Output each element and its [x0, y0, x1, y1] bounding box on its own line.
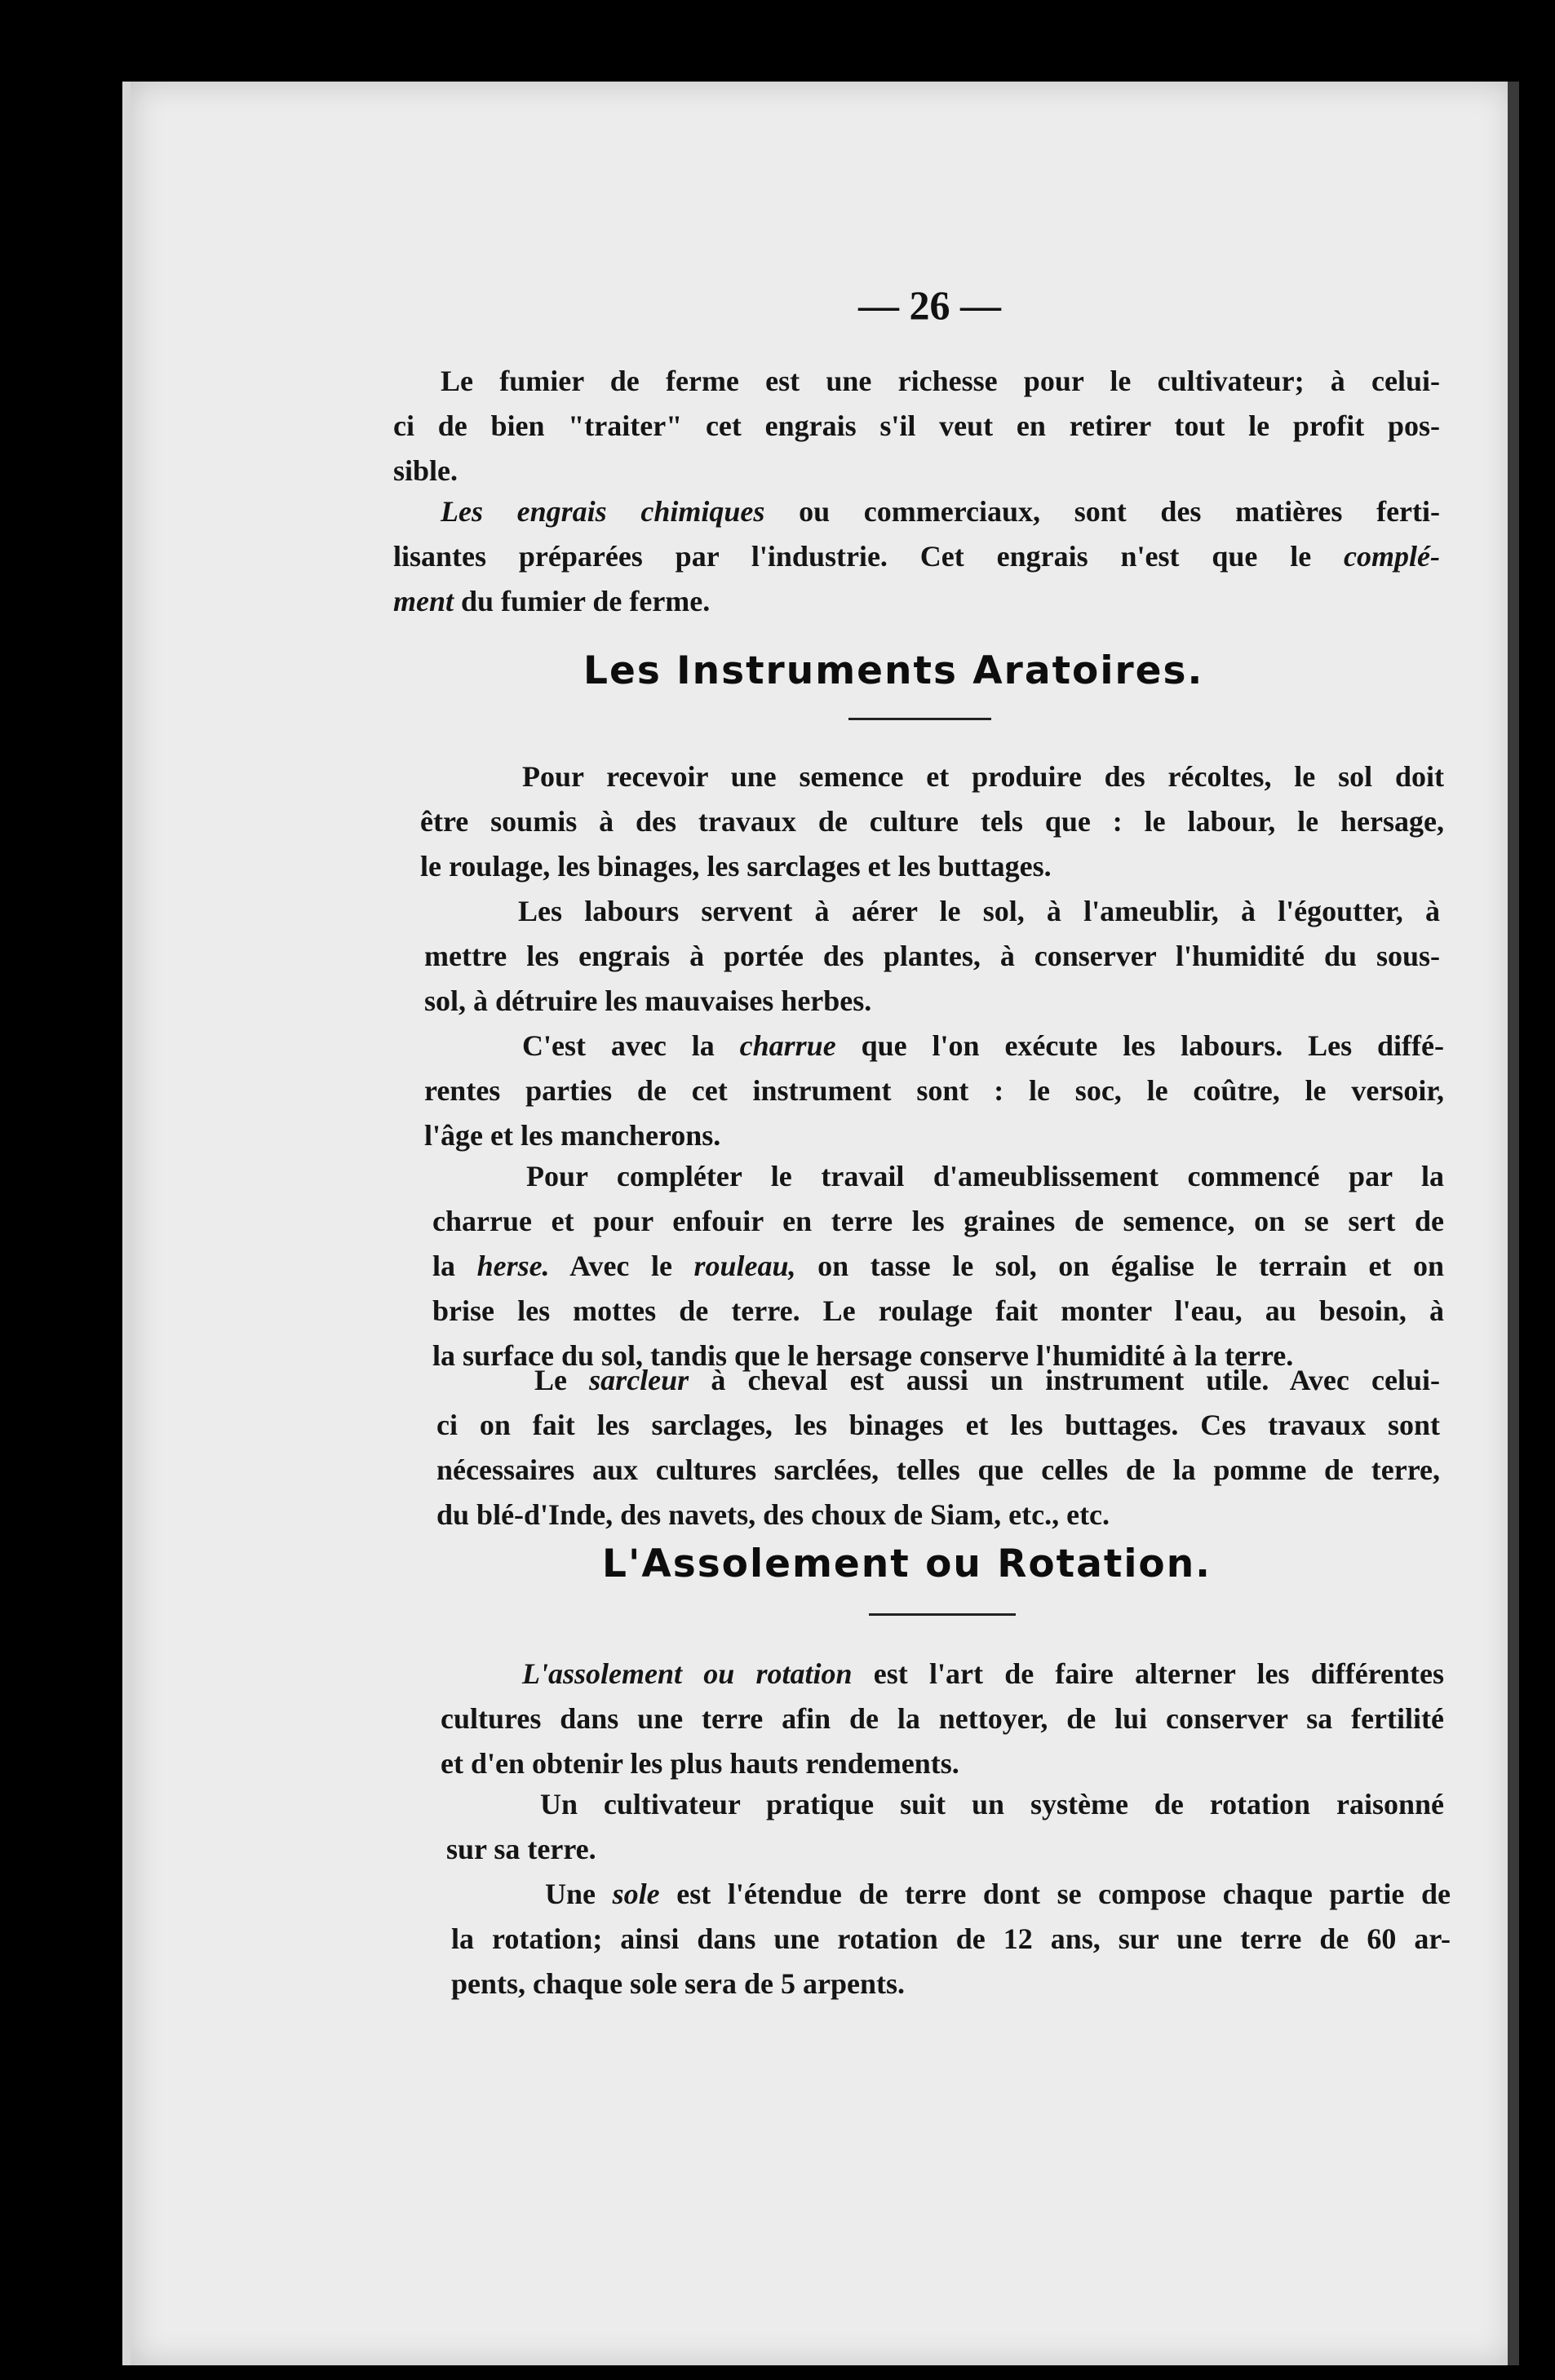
text-segment: ou commerciaux, sont des matières ferti-	[764, 495, 1441, 528]
heading-rule	[848, 718, 991, 720]
italic-term: charrue	[739, 1029, 836, 1062]
text-line: ci de bien "traiter" cet engrais s'il veut en retirer tout le profit pos-	[393, 409, 1440, 442]
text-line: et d'en obtenir les plus hauts rendements.	[441, 1747, 959, 1780]
text-segment: Le	[534, 1364, 590, 1396]
page-number: — 26 —	[858, 282, 1001, 328]
page-edge	[1508, 82, 1519, 2365]
text-line: cultures dans une terre afin de la nettoyer, de lui conserver sa fertilité	[441, 1702, 1444, 1735]
paragraph-charrue	[424, 1024, 1444, 1158]
text-line: sur sa terre.	[446, 1833, 596, 1865]
paragraph-engrais-chimiques	[393, 489, 1441, 624]
text-line: le roulage, les binages, les sarclages et les buttages.	[420, 850, 1052, 883]
text-line: brise les mottes de terre. Le roulage fait monter l'eau, au besoin, à	[432, 1294, 1444, 1327]
text-line	[393, 579, 1440, 624]
text-segment: est l'art de faire alterner les différentes	[852, 1657, 1444, 1690]
italic-term: sarcleur	[589, 1364, 689, 1396]
paragraph-cultivateur-pratique	[446, 1782, 1444, 1872]
paragraph-sarcleur	[436, 1358, 1440, 1537]
text-segment: C'est avec la	[522, 1029, 740, 1062]
text-line: Pour compléter le travail d'ameublissement commencé par la	[526, 1160, 1444, 1192]
text-segment: Une	[545, 1878, 613, 1910]
text-line: la surface du sol, tandis que le hersage conserve l'humidité à la terre.	[432, 1339, 1294, 1372]
text-line	[432, 1244, 1444, 1289]
italic-term: L'assolement ou rotation	[522, 1657, 853, 1690]
text-line: rentes parties de cet instrument sont : le soc, le coûtre, le versoir,	[424, 1074, 1444, 1107]
text-line: Le fumier de ferme est une richesse pour le cultivateur; à celui-	[441, 365, 1440, 397]
text-segment: du fumier de ferme.	[454, 585, 711, 617]
paragraph-assolement-definition	[441, 1652, 1444, 1786]
paragraph-sole	[451, 1872, 1451, 2006]
text-segment: est l'étendue de terre dont se compose chaque partie de	[659, 1878, 1451, 1910]
text-line: Les labours servent à aérer le sol, à l'ameublir, à l'égoutter, à	[518, 895, 1440, 927]
section-heading-assolement: L'Assolement ou Rotation.	[602, 1542, 1212, 1586]
text-line: du blé-d'Inde, des navets, des choux de Siam, etc., etc.	[436, 1498, 1110, 1531]
paragraph-labours	[424, 889, 1440, 1024]
text-line: Un cultivateur pratique suit un système de rotation raisonné	[540, 1788, 1444, 1820]
italic-term: complé-	[1344, 540, 1440, 573]
text-line	[522, 1652, 1444, 1697]
heading-rule	[869, 1613, 1016, 1616]
text-line	[545, 1872, 1451, 1917]
text-segment: lisantes préparées par l'industrie. Cet engrais n'est que le	[393, 540, 1345, 573]
italic-term: herse.	[476, 1250, 550, 1282]
text-line: sol, à détruire les mauvaises herbes.	[424, 984, 872, 1017]
italic-term: ment	[393, 585, 454, 617]
italic-term: sole	[612, 1878, 660, 1910]
text-line	[534, 1358, 1440, 1403]
text-line: ci on fait les sarclages, les binages et les buttages. Ces travaux sont	[436, 1409, 1440, 1441]
text-line	[441, 489, 1440, 534]
text-line: Pour recevoir une semence et produire des récoltes, le sol doit	[522, 760, 1444, 793]
italic-term: Les engrais chimiques	[441, 495, 765, 528]
section-heading-instruments: Les Instruments Aratoires.	[583, 648, 1204, 693]
text-segment: Avec le	[549, 1250, 694, 1282]
text-line: pents, chaque sole sera de 5 arpents.	[451, 1967, 905, 2000]
italic-term: rouleau,	[693, 1250, 796, 1282]
text-line: sible.	[393, 454, 459, 487]
paragraph-herse	[432, 1154, 1444, 1378]
text-segment: la	[432, 1250, 477, 1282]
text-segment: que l'on exécute les labours. Les diffé-	[835, 1029, 1444, 1062]
text-segment: à cheval est aussi un instrument utile. Avec celui-	[689, 1364, 1440, 1396]
text-line	[393, 534, 1440, 579]
paragraph-fumier	[393, 359, 1440, 493]
text-segment: on tasse le sol, on égalise le terrain et on	[795, 1250, 1444, 1282]
text-line: la rotation; ainsi dans une rotation de 12 ans, sur une terre de 60 ar-	[451, 1922, 1451, 1955]
paragraph-semence	[420, 754, 1444, 889]
text-line: mettre les engrais à portée des plantes, à conserver l'humidité du sous-	[424, 940, 1440, 972]
text-line: l'âge et les mancherons.	[424, 1119, 721, 1152]
text-line: nécessaires aux cultures sarclées, telles que celles de la pomme de terre,	[436, 1453, 1440, 1486]
text-line	[522, 1024, 1444, 1068]
text-line: être soumis à des travaux de culture tels que : le labour, le hersage,	[420, 805, 1444, 838]
text-line: charrue et pour enfouir en terre les graines de semence, on se sert de	[432, 1205, 1444, 1237]
